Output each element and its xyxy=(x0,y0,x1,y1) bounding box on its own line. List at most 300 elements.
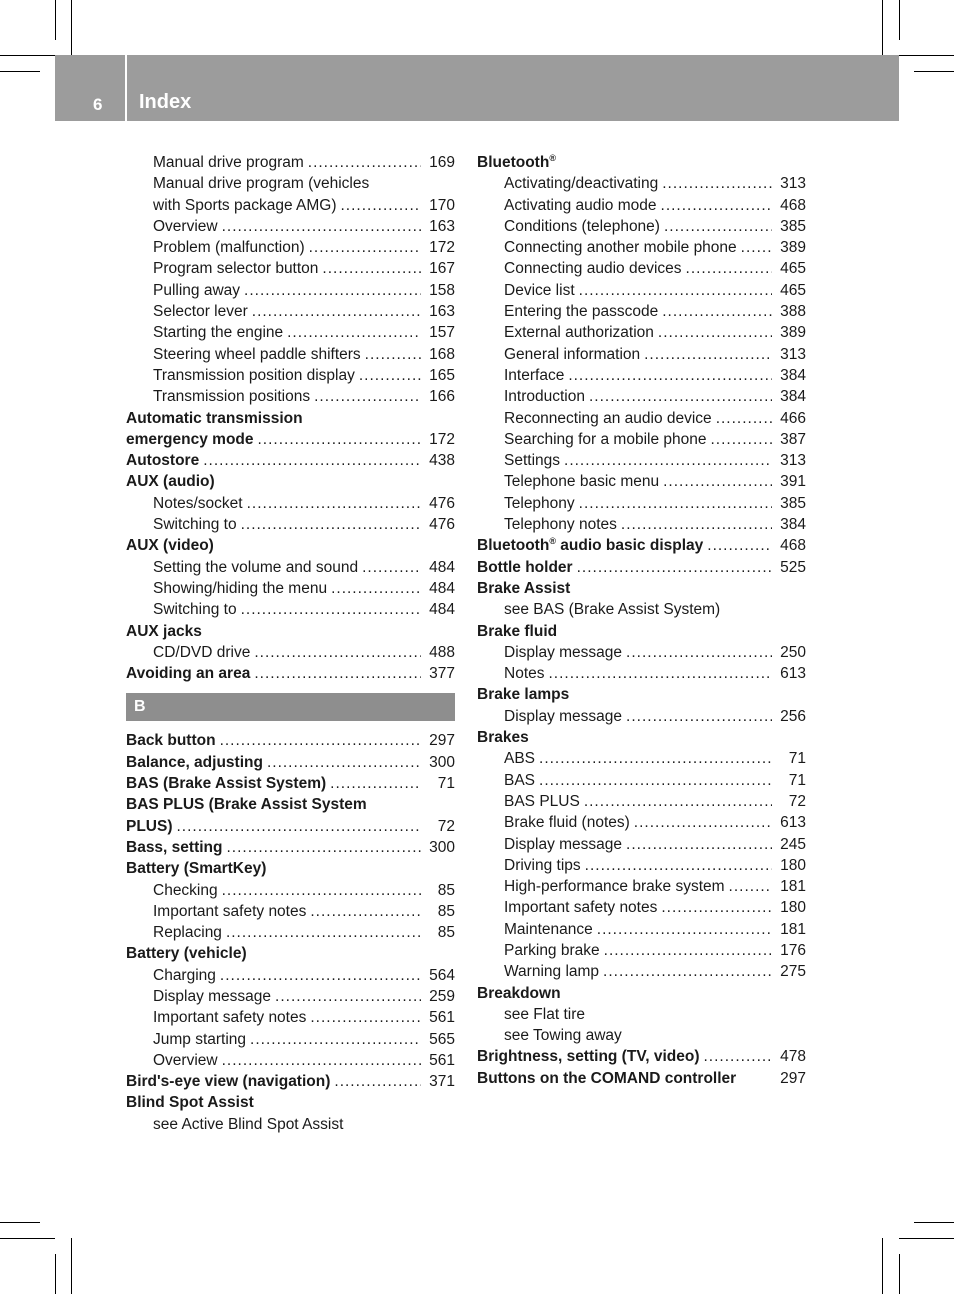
letter-section-header: B xyxy=(126,693,455,721)
index-subentry xyxy=(477,1025,806,1046)
entry-label xyxy=(504,280,575,301)
entry-label xyxy=(153,557,358,578)
crop-mark xyxy=(55,1254,56,1294)
index-subentry xyxy=(477,642,806,663)
index-subentry xyxy=(477,493,806,514)
index-subentry xyxy=(126,386,455,407)
index-entry xyxy=(126,752,455,773)
entry-label xyxy=(126,858,266,879)
leader-dots xyxy=(241,599,421,620)
entry-label-text: Steering wheel paddle shifters xyxy=(153,345,361,363)
index-entry xyxy=(477,152,806,173)
entry-label-text: Display message xyxy=(504,643,623,661)
page-reference: 275 xyxy=(780,963,806,981)
page-reference: 484 xyxy=(429,558,455,576)
page-reference: 561 xyxy=(429,1009,455,1027)
entry-label-text: Settings xyxy=(504,452,561,470)
leader-dots xyxy=(222,880,421,901)
entry-label xyxy=(153,386,310,407)
entry-label xyxy=(504,663,545,684)
page-reference: 465 xyxy=(780,281,806,299)
page-reference: 384 xyxy=(780,388,806,406)
page-reference: 438 xyxy=(429,452,455,470)
entry-label xyxy=(504,258,682,279)
crop-mark xyxy=(882,1238,883,1294)
index-entry xyxy=(126,858,455,879)
index-column-left xyxy=(126,152,455,1135)
entry-label xyxy=(504,961,599,982)
entry-label xyxy=(126,408,303,429)
index-subentry xyxy=(126,1029,455,1050)
entry-label xyxy=(504,897,657,918)
page-reference: 256 xyxy=(780,707,806,725)
entry-label xyxy=(153,152,304,173)
page-reference: 613 xyxy=(780,665,806,683)
crop-mark xyxy=(71,0,72,55)
entry-label-text: AUX (audio) xyxy=(126,473,215,491)
index-entry xyxy=(126,794,455,815)
entry-label xyxy=(504,322,654,343)
leader-dots xyxy=(334,1071,421,1092)
page-reference: 85 xyxy=(437,881,455,899)
index-subentry xyxy=(477,322,806,343)
index-entry xyxy=(126,471,455,492)
entry-label-text: Important safety notes xyxy=(504,899,658,917)
index-subentry xyxy=(126,365,455,386)
page-reference: 385 xyxy=(780,217,806,235)
entry-label-text: Searching for a mobile phone xyxy=(504,430,707,448)
entry-label-text: Brightness, setting (TV, video) xyxy=(477,1048,700,1066)
entry-label xyxy=(504,876,725,897)
entry-label-text: Selector lever xyxy=(153,303,248,321)
entry-label-text: Brake lamps xyxy=(477,686,570,704)
leader-dots xyxy=(254,642,421,663)
entry-label xyxy=(126,730,216,751)
leader-dots xyxy=(579,280,772,301)
entry-label xyxy=(153,599,237,620)
page-reference: 388 xyxy=(780,303,806,321)
entry-label-text: Overview xyxy=(153,1051,218,1069)
index-entry xyxy=(126,816,455,837)
entry-label-text: BAS PLUS xyxy=(504,792,580,810)
entry-label xyxy=(153,642,250,663)
entry-label xyxy=(126,621,202,642)
entry-label xyxy=(504,599,720,620)
page-reference: 85 xyxy=(437,924,455,942)
index-subentry xyxy=(126,237,455,258)
entry-label-text: Pulling away xyxy=(153,281,241,299)
page-reference: 476 xyxy=(429,494,455,512)
leader-dots xyxy=(222,1050,421,1071)
entry-label-text: audio basic display xyxy=(555,537,704,555)
leader-dots xyxy=(247,493,421,514)
entry-label-text: Charging xyxy=(153,966,216,984)
entry-label-text: Replacing xyxy=(153,924,222,942)
leader-dots xyxy=(707,535,772,556)
index-subentry xyxy=(126,514,455,535)
page-reference: 371 xyxy=(429,1073,455,1091)
entry-label-text: Manual drive program (vehicles xyxy=(153,175,370,193)
entry-label-text: Activating/deactivating xyxy=(504,175,659,193)
leader-dots xyxy=(331,578,421,599)
crop-mark xyxy=(0,71,40,72)
entry-label-text: Introduction xyxy=(504,388,585,406)
leader-dots xyxy=(275,986,421,1007)
crop-mark xyxy=(899,55,954,56)
entry-label-text: Manual drive program xyxy=(153,154,304,171)
leader-dots xyxy=(579,493,772,514)
entry-label xyxy=(153,493,243,514)
entry-label xyxy=(126,816,173,837)
leader-dots xyxy=(741,237,772,258)
leader-dots xyxy=(254,663,421,684)
leader-dots xyxy=(549,663,773,684)
entry-label-text: Telephony xyxy=(504,494,575,512)
entry-label xyxy=(153,514,237,535)
crop-mark xyxy=(899,1254,900,1294)
entry-label-text: Display message xyxy=(504,835,623,853)
index-subentry xyxy=(126,986,455,1007)
entry-label xyxy=(153,901,306,922)
entry-label xyxy=(153,1029,246,1050)
leader-dots xyxy=(658,322,772,343)
entry-label xyxy=(504,301,658,322)
page-reference: 72 xyxy=(788,792,806,810)
leader-dots xyxy=(664,216,772,237)
page-reference: 180 xyxy=(780,899,806,917)
entry-label xyxy=(477,1068,736,1089)
entry-label-text: Brake Assist xyxy=(477,579,571,597)
entry-label xyxy=(153,365,355,386)
entry-label-text: Entering the passcode xyxy=(504,303,659,321)
index-subentry xyxy=(477,834,806,855)
index-entry xyxy=(126,730,455,751)
entry-label-text: Important safety notes xyxy=(153,902,307,920)
entry-label xyxy=(126,1092,254,1113)
index-subentry xyxy=(126,965,455,986)
entry-label-text: Automatic transmission xyxy=(126,409,303,427)
entry-label xyxy=(504,237,737,258)
entry-label xyxy=(153,216,218,237)
entry-label xyxy=(153,195,337,216)
index-subentry xyxy=(477,812,806,833)
page-reference: 565 xyxy=(429,1030,455,1048)
page-reference: 300 xyxy=(429,753,455,771)
index-subentry xyxy=(126,344,455,365)
leader-dots xyxy=(258,429,422,450)
entry-label-text: Transmission positions xyxy=(153,388,311,406)
page-reference: 170 xyxy=(429,196,455,214)
index-subentry xyxy=(477,408,806,429)
entry-label-text: Telephony notes xyxy=(504,516,617,534)
index-subentry xyxy=(477,450,806,471)
entry-label xyxy=(153,237,305,258)
page-reference: 172 xyxy=(429,430,455,448)
entry-label xyxy=(504,365,564,386)
leader-dots xyxy=(539,748,772,769)
entry-label-text: Autostore xyxy=(126,452,200,470)
entry-label-text: CD/DVD drive xyxy=(153,643,251,661)
entry-label-text: BAS PLUS (Brake Assist System xyxy=(126,796,367,814)
entry-label-text: Maintenance xyxy=(504,920,593,938)
page-reference: 167 xyxy=(429,260,455,278)
entry-label-text: Showing/hiding the menu xyxy=(153,579,328,597)
page-reference: 313 xyxy=(780,175,806,193)
page-reference: 387 xyxy=(780,430,806,448)
entry-label xyxy=(126,943,247,964)
page-reference: 181 xyxy=(780,878,806,896)
index-column-right xyxy=(477,152,806,1089)
page-reference: 71 xyxy=(788,771,806,789)
page-reference: 384 xyxy=(780,366,806,384)
page-reference: 466 xyxy=(780,409,806,427)
page-reference: 297 xyxy=(429,732,455,750)
entry-label-text: Display message xyxy=(504,707,623,725)
entry-label-text: Connecting another mobile phone xyxy=(504,239,737,257)
page-reference: 168 xyxy=(429,345,455,363)
leader-dots xyxy=(287,322,421,343)
entry-label xyxy=(477,578,570,599)
page-reference: 180 xyxy=(780,856,806,874)
index-subentry xyxy=(126,901,455,922)
leader-dots xyxy=(663,471,772,492)
page-reference: 85 xyxy=(437,902,455,920)
entry-label xyxy=(153,173,369,194)
index-subentry xyxy=(477,748,806,769)
leader-dots xyxy=(621,514,772,535)
page-reference: 564 xyxy=(429,966,455,984)
entry-label xyxy=(477,727,529,748)
page-reference: 313 xyxy=(780,345,806,363)
entry-label-text: Driving tips xyxy=(504,856,581,874)
entry-label-text: Breakdown xyxy=(477,984,561,1002)
index-subentry xyxy=(477,599,806,620)
entry-label-text: Warning lamp xyxy=(504,963,600,981)
page-reference: 165 xyxy=(429,366,455,384)
entry-label xyxy=(153,258,318,279)
entry-label xyxy=(504,471,659,492)
entry-label xyxy=(504,706,622,727)
index-subentry xyxy=(477,429,806,450)
entry-label-text: Battery (vehicle) xyxy=(126,945,247,963)
index-entry xyxy=(126,408,455,429)
entry-label-text: Battery (SmartKey) xyxy=(126,860,267,878)
leader-dots xyxy=(585,855,772,876)
leader-dots xyxy=(226,922,421,943)
entry-label-text: with Sports package AMG) xyxy=(153,196,337,214)
page-reference: 465 xyxy=(780,260,806,278)
leader-dots xyxy=(589,386,772,407)
entry-label xyxy=(504,642,622,663)
entry-label xyxy=(153,965,216,986)
page-reference: 259 xyxy=(429,987,455,1005)
leader-dots xyxy=(704,1046,773,1067)
entry-label-text: Problem (malfunction) xyxy=(153,239,305,257)
entry-label-text: Checking xyxy=(153,881,218,899)
leader-dots xyxy=(662,173,772,194)
header-divider xyxy=(125,55,127,121)
entry-label xyxy=(126,535,214,556)
entry-label xyxy=(153,322,283,343)
entry-label-text: Transmission position display xyxy=(153,366,355,384)
entry-label xyxy=(477,152,556,173)
entry-label-text: AUX (video) xyxy=(126,537,214,555)
leader-dots xyxy=(241,514,421,535)
entry-label-text: Notes xyxy=(504,665,545,683)
index-subentry xyxy=(477,471,806,492)
page-reference: 488 xyxy=(429,643,455,661)
index-subentry xyxy=(477,855,806,876)
leader-dots xyxy=(359,365,421,386)
index-entry xyxy=(126,1092,455,1113)
page-reference: 613 xyxy=(780,814,806,832)
entry-label xyxy=(126,471,215,492)
index-entry xyxy=(126,943,455,964)
leader-dots xyxy=(577,557,772,578)
index-subentry xyxy=(126,557,455,578)
leader-dots xyxy=(220,730,421,751)
index-subentry xyxy=(126,922,455,943)
leader-dots xyxy=(584,791,772,812)
index-entry xyxy=(477,557,806,578)
entry-label-text: Switching to xyxy=(153,601,237,619)
page-reference: 389 xyxy=(780,239,806,257)
entry-label-text: Important safety notes xyxy=(153,1009,307,1027)
entry-label xyxy=(477,684,569,705)
page-number: 6 xyxy=(93,95,103,114)
entry-label-text: External authorization xyxy=(504,324,654,342)
entry-label xyxy=(504,748,535,769)
page-reference: 484 xyxy=(429,601,455,619)
entry-label-text: Setting the volume and sound xyxy=(153,558,359,576)
page-reference: 163 xyxy=(429,303,455,321)
index-entry xyxy=(126,1071,455,1092)
leader-dots xyxy=(711,429,773,450)
entry-label xyxy=(504,770,535,791)
entry-label-text: Bottle holder xyxy=(477,558,573,576)
leader-dots xyxy=(626,642,772,663)
index-subentry xyxy=(477,961,806,982)
entry-label-text: see BAS (Brake Assist System) xyxy=(504,601,721,619)
index-subentry xyxy=(477,663,806,684)
entry-label xyxy=(477,983,561,1004)
page-reference: 169 xyxy=(429,154,455,171)
page-reference: 176 xyxy=(780,941,806,959)
entry-label-text: General information xyxy=(504,345,641,363)
entry-label-text: emergency mode xyxy=(126,430,254,448)
entry-label xyxy=(504,173,658,194)
entry-label xyxy=(504,408,712,429)
leader-dots xyxy=(686,258,772,279)
entry-label-text: see Active Blind Spot Assist xyxy=(153,1115,344,1133)
leader-dots xyxy=(662,301,772,322)
index-subentry xyxy=(126,216,455,237)
leader-dots xyxy=(634,812,772,833)
index-entry xyxy=(126,535,455,556)
page-reference: 72 xyxy=(437,817,455,835)
index-subentry xyxy=(126,642,455,663)
entry-label xyxy=(126,429,254,450)
entry-label-text: High-performance brake system xyxy=(504,878,725,896)
index-subentry xyxy=(126,258,455,279)
page-reference: 71 xyxy=(788,750,806,768)
index-subentry xyxy=(126,301,455,322)
index-entry xyxy=(126,450,455,471)
entry-label-text: AUX jacks xyxy=(126,622,202,640)
crop-mark xyxy=(914,1222,954,1223)
page-title: Index xyxy=(139,91,192,113)
index-subentry xyxy=(477,258,806,279)
page-reference: 389 xyxy=(780,324,806,342)
registered-mark: ® xyxy=(549,152,556,163)
index-subentry xyxy=(477,770,806,791)
entry-label xyxy=(153,344,361,365)
index-entry xyxy=(477,727,806,748)
leader-dots xyxy=(604,940,772,961)
leader-dots xyxy=(222,216,421,237)
index-entry xyxy=(126,837,455,858)
entry-label-text: Interface xyxy=(504,366,565,384)
crop-mark xyxy=(0,1238,55,1239)
entry-label xyxy=(477,557,573,578)
entry-label-text: Switching to xyxy=(153,516,237,534)
entry-label-text: Bluetooth xyxy=(477,154,550,171)
entry-label xyxy=(126,773,326,794)
leader-dots xyxy=(716,408,772,429)
page-reference: 391 xyxy=(780,473,806,491)
page-reference: 377 xyxy=(429,665,455,683)
index-subentry xyxy=(477,386,806,407)
entry-label xyxy=(477,621,557,642)
index-subentry xyxy=(477,1004,806,1025)
entry-label-text: Overview xyxy=(153,217,218,235)
entry-label-text: BAS (Brake Assist System) xyxy=(126,775,327,793)
index-subentry xyxy=(126,322,455,343)
entry-label xyxy=(504,1004,585,1025)
index-entry xyxy=(477,535,806,556)
index-subentry xyxy=(126,195,455,216)
entry-label xyxy=(153,986,271,1007)
page-reference: 385 xyxy=(780,494,806,512)
index-entry xyxy=(126,663,455,684)
entry-label-text: Buttons on the COMAND controller xyxy=(477,1069,737,1087)
leader-dots xyxy=(661,897,772,918)
index-subentry xyxy=(477,301,806,322)
index-subentry xyxy=(477,365,806,386)
page-reference: 561 xyxy=(429,1051,455,1069)
page-reference: 163 xyxy=(429,217,455,235)
crop-mark xyxy=(71,1238,72,1294)
index-subentry xyxy=(126,280,455,301)
leader-dots xyxy=(322,258,421,279)
page-reference: 478 xyxy=(780,1048,806,1066)
page-reference: 172 xyxy=(429,239,455,257)
entry-label xyxy=(504,812,630,833)
index-subentry xyxy=(477,514,806,535)
leader-dots xyxy=(597,919,772,940)
entry-label xyxy=(504,1025,622,1046)
index-entry xyxy=(126,773,455,794)
entry-label-text: Bluetooth xyxy=(477,537,550,555)
crop-mark xyxy=(55,0,56,40)
entry-label-text: BAS xyxy=(504,771,536,789)
page-reference: 300 xyxy=(429,838,455,856)
entry-label xyxy=(504,344,640,365)
entry-label xyxy=(504,791,580,812)
entry-label xyxy=(153,880,218,901)
leader-dots xyxy=(365,344,421,365)
entry-label-text: Brakes xyxy=(477,729,529,747)
